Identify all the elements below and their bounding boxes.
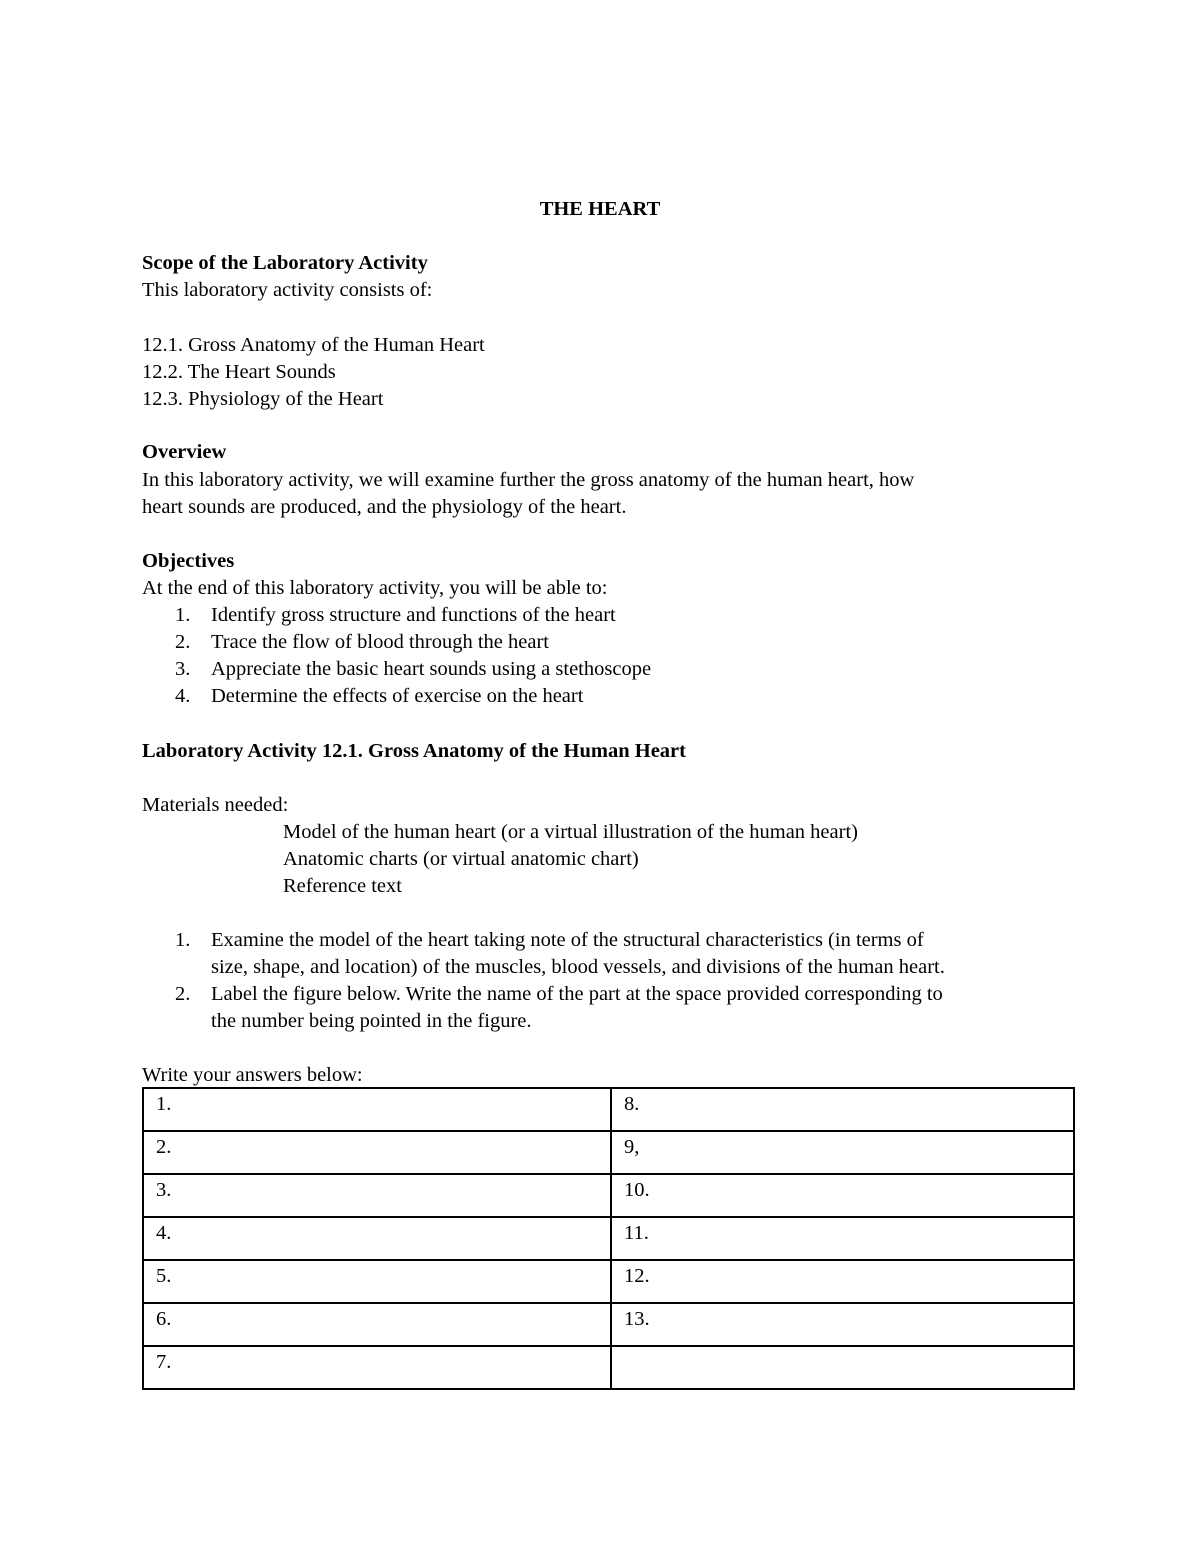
step-number: 2. (175, 983, 191, 1005)
objectives-intro: At the end of this laboratory activity, you will be able to: (142, 577, 608, 599)
answer-cell[interactable] (611, 1346, 1074, 1389)
table-row (143, 1174, 1074, 1217)
answers-table (142, 1087, 1075, 1390)
step-number: 1. (175, 929, 191, 951)
objectives-heading: Objectives (142, 550, 235, 572)
answers-label: Write your answers below: (142, 1064, 363, 1086)
material-item: Reference text (283, 875, 402, 897)
scope-item: 12.1. Gross Anatomy of the Human Heart (142, 334, 485, 356)
step-text-line: Label the figure below. Write the name of the part at the space provided corresponding to (211, 983, 943, 1005)
objective-number: 2. (175, 631, 191, 653)
table-row (143, 1217, 1074, 1260)
materials-label: Materials needed: (142, 794, 289, 816)
overview-text-line: heart sounds are produced, and the physiology of the heart. (142, 496, 627, 518)
answer-cell[interactable]: 9, (611, 1131, 1074, 1174)
overview-heading: Overview (142, 441, 227, 463)
table-row (143, 1088, 1074, 1131)
answer-cell[interactable]: 8. (611, 1088, 1074, 1131)
table-row (143, 1131, 1074, 1174)
answer-cell[interactable]: 2. (143, 1131, 611, 1174)
scope-heading: Scope of the Laboratory Activity (142, 252, 428, 274)
answer-cell[interactable]: 11. (611, 1217, 1074, 1260)
table-row (143, 1346, 1074, 1389)
answer-cell[interactable]: 10. (611, 1174, 1074, 1217)
answer-cell[interactable]: 1. (143, 1088, 611, 1131)
scope-item: 12.3. Physiology of the Heart (142, 388, 384, 410)
objective-number: 1. (175, 604, 191, 626)
objective-text: Appreciate the basic heart sounds using a stethoscope (211, 658, 652, 680)
scope-item: 12.2. The Heart Sounds (142, 361, 336, 383)
step-text-line: the number being pointed in the figure. (211, 1010, 532, 1032)
page-title: THE HEART (539, 198, 661, 220)
activity-heading: Laboratory Activity 12.1. Gross Anatomy of the Human Heart (142, 740, 686, 762)
objective-number: 3. (175, 658, 191, 680)
answer-cell[interactable]: 13. (611, 1303, 1074, 1346)
objective-number: 4. (175, 685, 191, 707)
answer-cell[interactable]: 6. (143, 1303, 611, 1346)
overview-text-line: In this laboratory activity, we will examine further the gross anatomy of the human heart, how (142, 469, 915, 491)
table-row (143, 1303, 1074, 1346)
answer-cell[interactable]: 4. (143, 1217, 611, 1260)
answer-cell[interactable]: 5. (143, 1260, 611, 1303)
answer-cell[interactable]: 3. (143, 1174, 611, 1217)
objective-text: Trace the flow of blood through the heart (211, 631, 549, 653)
step-text-line: Examine the model of the heart taking note of the structural characteristics (in terms of (211, 929, 924, 951)
objective-text: Determine the effects of exercise on the heart (211, 685, 584, 707)
material-item: Anatomic charts (or virtual anatomic chart) (283, 848, 639, 870)
step-text-line: size, shape, and location) of the muscles, blood vessels, and divisions of the human heart. (211, 956, 945, 978)
answer-cell[interactable]: 7. (143, 1346, 611, 1389)
answer-cell[interactable]: 12. (611, 1260, 1074, 1303)
material-item: Model of the human heart (or a virtual illustration of the human heart) (283, 821, 858, 843)
table-row (143, 1260, 1074, 1303)
scope-intro: This laboratory activity consists of: (142, 279, 433, 301)
objective-text: Identify gross structure and functions of the heart (211, 604, 616, 626)
